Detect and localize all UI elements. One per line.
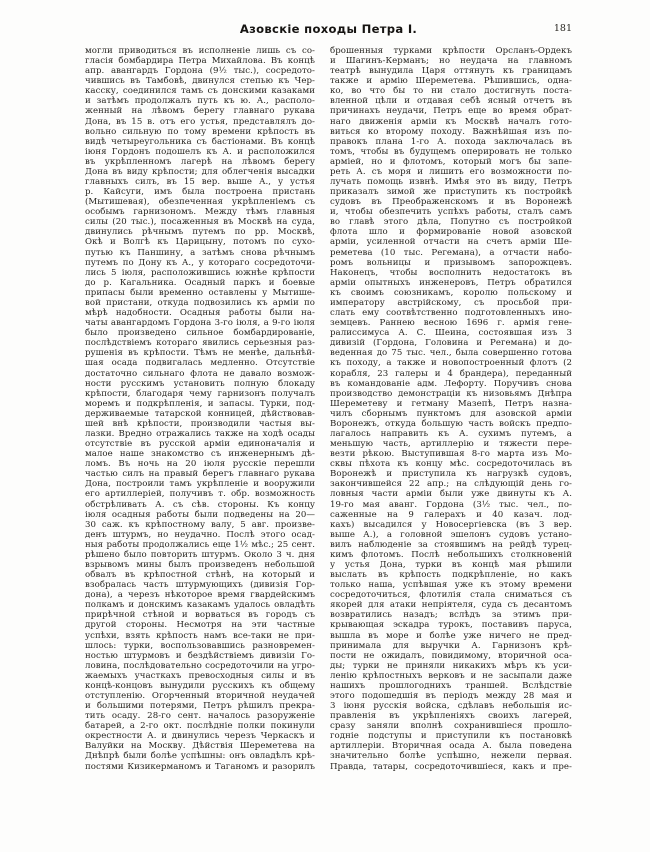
text-line: лазки. Вредно отражались также на ходѣ осады [85,428,315,439]
text-line: держиваемые татарской конницей, дѣйствовав- [85,408,315,419]
text-line: Дона въ виду крѣпости; для облегченія высадки [85,166,315,177]
text-line: успѣхи, взять крѣпость намъ все-таки не при- [85,630,315,641]
text-line: везти рѣкою. Выступившая 8-го марта изъ Мо- [330,449,572,460]
text-line: Воронежъ, откуда большую часть войскъ предпо- [330,418,572,429]
text-line: годніе подступы и приступили къ постановкѣ [330,731,572,742]
text-line: возвратились назадъ; вслѣдъ за этимъ при- [330,610,572,621]
text-line: ко, во что бы то ни стало достигнуть поста- [330,86,572,97]
text-line: саженные на 9 галерахъ и 40 казач. лод- [330,509,572,520]
text-line: Валуйки на Москву. Дѣйствія Шереметева на [85,741,315,752]
text-line: шая осада подвигалась медленно. Отсутствіе [85,358,315,369]
text-line: ностью штурмовъ и бездѣйствіемъ дивизіи Го- [85,650,315,661]
pencil-underline-mark: въ Преображенскомъ [371,197,479,208]
text-line: и большими потерями, Петръ рѣшилъ прекра- [85,701,315,712]
text-line: выслать въ крѣпость подкрѣпленіе, но какъ [330,570,572,581]
text-line: отступленію. Огорченный вторичной неудачей [85,691,315,701]
text-line: припасы были временно оставлены у Мытише- [85,287,315,298]
text-line: обстрѣливать А. съ сѣв. стороны. Къ концу [85,499,315,510]
text-line: ныя работы продолжались еще 1½ мѣс.; 25 сент. [85,539,315,550]
text-line: вольно сильную по тому времени крѣпость въ [85,126,315,137]
text-line: въ укрѣпленномъ лагерѣ на лѣвомъ берегу [85,156,315,167]
text-line: причинахъ неудачи, Петръ еще во время обрат- [330,106,572,117]
text-line: къ походу, а также и новопостроенный флотъ (2 [330,358,572,369]
text-line: достаточно сильнаго флота не давало возмож- [85,368,315,379]
text-line: меньшую часть, артиллерію и тяжести пере- [330,439,572,450]
text-line: правленія въ укрѣпленіяхъ своихъ лагерей, [330,711,572,722]
text-line: ломъ. Въ ночь на 20 іюля русскіе перешли [85,459,315,470]
page-number: 181 [553,23,572,34]
text-line: въ командованіе адм. Лефорту. Поручивъ снова [330,378,572,389]
text-line: отсутствіе въ русской арміи единоначалія и [85,439,315,450]
text-line: Окѣ и Волгѣ къ Царицыну, потомъ по сухо- [85,237,315,248]
text-line: дона), а черезъ нѣкоторое время гвардейскимъ [85,590,315,601]
text-line: ности русскимъ установить полную блокаду [85,378,315,389]
text-line: кимъ флотомъ. Послѣ небольшихъ столкновеній [330,549,572,560]
text-line: лись 5 іюля, расположившись южнѣе крѣпости [85,267,315,278]
text-line: сразу заняли вполнѣ сохранившіеся прошло- [330,721,572,732]
text-line: взобралась часть штурмующихъ (дивизія Гор- [85,580,315,591]
text-line: до р. Кагальника. Осадный паркъ и боевые [85,277,315,288]
text-line: видѣ четыреугольника съ бастіонами. Въ концѣ [85,136,315,147]
text-line: якорей для атаки непріятеля, суда съ десантомъ [330,600,572,611]
text-line: ромъ вольницы и призывомъ запорожцевъ. [330,257,572,268]
text-line: лагалось направить къ А. сухимъ путемъ, а [330,428,572,439]
text-line: брошенныя турками крѣпости Орсланъ-Ордекъ [330,46,572,56]
text-line: другой стороны. Несмотря на эти частные [85,620,315,631]
text-line: путью къ Паншину, а затѣмъ снова рѣчнымъ [85,247,315,258]
text-line: 3 іюня русскія войска, сдѣлавъ небольшія ис- [330,701,572,712]
text-line: производство демонстраціи къ низовьямъ Днѣпра [330,388,572,399]
text-line: окрестности А. и двинулись черезъ Черкаскъ и [85,731,315,742]
text-line: сосредоточиться, флотилія стала сниматься съ [330,590,572,601]
text-line: постями Кизикерманомъ и Таганомъ и разорилъ [85,761,315,772]
text-line: наго движенія арміи къ Москвѣ началъ гото- [330,116,572,127]
text-line: и Шагинъ-Керманъ; но неудача на главномъ [330,56,572,67]
text-line: р. Кайсуги, имъ была построена пристань [85,187,315,198]
text-line: касску, соединился тамъ съ донскими казаками [85,86,315,97]
text-line: арміей, но и флотомъ, который могъ бы запе- [330,156,572,167]
text-line: обвалъ въ крѣпостной стѣнѣ, на который и [85,570,315,581]
text-line: Шереметеву и гетману Мазепѣ, Петръ назна- [330,398,572,409]
text-line: театрѣ вынудила Царя оттянуть къ границамъ [330,66,572,77]
text-line: (Мытишевая), обезпеченная укрѣпленіемъ съ [85,197,315,208]
text-line: взрывомъ мины былъ произведенъ небольшой [85,559,315,570]
text-line: Дона, построили тамъ укрѣпленіе и вооружили [85,479,315,490]
text-line: императору австрійскому, съ просьбой при- [330,297,572,308]
text-line: слать ему соотвѣтственно подготовленныхъ ино- [330,308,572,319]
text-line: этого подошедшія въ періодъ между 28 мая и [330,691,572,701]
text-line: вышла въ море и болѣе уже ничего не пред- [330,630,572,641]
text-line: гласія бомбардира Петра Михайлова. Въ концѣ [85,56,315,67]
text-line: чилъ сборнымъ пунктомъ для азовской арміи [330,408,572,419]
text-line: путемъ по Дону къ А., у котораго сосредоточи- [85,257,315,268]
text-line: тить осаду. 28-го сент. началось разоруженіе [85,711,315,722]
text-line: шей внѣ крѣпости, производили частыя вы- [85,418,315,429]
text-line: флота шло и формированіе новой азовской [330,227,572,238]
text-line: главныхъ силъ, въ 15 вер. выше А., у устья [85,177,315,188]
text-line: веденная до 75 тыс. чел., была совершенно готова [330,348,572,359]
text-line: нашихъ прошлогоднихъ траншей. Вслѣдствіе [330,680,572,691]
text-line: приказалъ зимой же приступить къ постройкѣ [330,187,572,198]
text-line: рушенія въ крѣпости. Тѣмъ не менѣе, дальнѣй- [85,348,315,359]
text-line: прирѣчной стѣной и ворваться въ городъ съ [85,610,315,621]
text-line: іюня Гордонъ подошелъ къ А. и расположился [85,146,315,157]
text-line: денъ штурмъ, но неудачно. Послѣ этого осад- [85,529,315,540]
text-line: силы (20 тыс.), посаженныя въ Москвѣ на суда, [85,217,315,228]
text-line: моремъ и подкрѣпленія, и запасы. Турки, под- [85,398,315,409]
text-line: реметева (10 тыс. Регемана), а отчасти набо- [330,247,572,258]
text-line: дивизій (Гордона, Головина и Регемана) и до- [330,338,572,349]
text-line: арміи опытныхъ инженеровъ, Петръ обратился [330,277,572,288]
text-line: Днѣпрѣ были болѣе успѣшны: онъ овладѣлъ крѣ- [85,751,315,762]
text-line: ловныя части арміи были уже двинуты къ А. [330,489,572,500]
text-line: Дона, въ 15 в. отъ его устья, представлялъ до- [85,116,315,127]
text-line: виться ко второму походу. Важнѣйшая изъ по- [330,126,572,137]
text-line: томъ, чтобы въ будущемъ оперировать не только [330,146,572,157]
text-line: малое наше знакомство съ инженернымъ дѣ- [85,449,315,460]
text-line: апр. авангардъ Гордона (9½ тыс.), сосредото- [85,66,315,77]
text-line: двинулись рѣчнымъ путемъ по рр. Москвѣ, [85,227,315,238]
text-line: крывающая эскадра турокъ, поставивъ паруса, [330,620,572,631]
text-line: могли приводиться въ исполненіе лишь съ со- [85,46,315,56]
running-head [85,22,572,38]
text-line: Наконецъ, чтобы восполнить недостатокъ въ [330,267,572,278]
text-line: пости не ожидалъ, повидимому, вторичной оса- [330,650,572,661]
text-line: корабля, 23 галеры и 4 брандера), переданный [330,368,572,379]
text-line: сквы пѣхота къ концу мѣс. сосредоточилась въ [330,459,572,470]
text-line: вленной цѣли и отдавая себѣ ясный отчетъ въ [330,96,572,107]
text-line: мѣрѣ надобности. Осадныя работы были на- [85,308,315,319]
text-column-left [85,46,315,772]
text-line: крѣпости, благодаря чему гарнизонъ получалъ [85,388,315,399]
text-line: 19-го мая аванг. Гордона (3½ тыс. чел., по- [330,499,572,510]
text-line: концѣ-концовъ вынудили русскихъ къ общему [85,680,315,691]
text-line: земцевъ. Раннею весною 1696 г. армія гене- [330,318,572,329]
text-line: только наша, успѣвшая уже къ этому времени [330,580,572,591]
page-title: Азовскіе походы Петра I. [239,22,418,36]
text-line: также и армію Шереметева. Рѣшившись, одна- [330,76,572,87]
text-line: чившись въ Тамбовѣ, двинулся степью къ Чер- [85,76,315,87]
text-line: во главѣ этого дѣла, Попутно съ постройкой [330,217,572,228]
text-line: вилъ наблюденіе за стоявшимъ на рейдѣ турец- [330,539,572,550]
text-line: Правда, татары, сосредоточившіеся, какъ и пре- [330,761,572,772]
text-line: правокъ плана 1-го А. похода заключалась въ [330,136,572,147]
text-line: ралиссимуса А. С. Шеина, состоявшая изъ 3 [330,328,572,339]
text-line: арміи, усиленной отчасти на счетъ арміи Ше- [330,237,572,248]
text-line: артиллеріи. Вторичная осада А. была поведена [330,741,572,752]
text-line: іюля осадныя работы были подведены на 20— [85,509,315,520]
text-line: ды; турки не приняли никакихъ мѣръ къ уси- [330,660,572,671]
text-line: и затѣмъ продолжалъ путь къ ю. А., располо- [85,96,315,107]
text-line: значительно болѣе успѣшно, нежели первая. [330,751,572,762]
text-line: Воронежѣ и приступила къ нагрузкѣ судовъ, [330,469,572,480]
text-line: полкамъ и донскимъ казакамъ удалось овладѣть [85,600,315,611]
text-line: кахъ) высадился у Новосергіевска (въ 3 вер. [330,519,572,530]
text-line: принимала для выручки А. Гарнизонъ крѣ- [330,640,572,651]
text-line: его артиллеріей, получивъ т. обр. возможность [85,489,315,500]
text-line: жаемыхъ участкахъ превосходныя силы и въ [85,670,315,681]
text-line: частью силъ на правый берегъ главнаго рукава [85,469,315,480]
text-line: рѣшено было повторить штурмъ. Около 3 ч. дня [85,549,315,560]
text-line: шлось: турки, воспользовавшись разновремен- [85,640,315,651]
text-line: женный на лѣвомъ берегу главнаго рукава [85,106,315,117]
text-line: у устья Дона, турки въ концѣ мая рѣшили [330,559,572,570]
text-line: ловина, послѣдовательно сосредоточили на угро- [85,660,315,671]
text-line: выше А.), а головной эшелонъ судовъ устано- [330,529,572,540]
text-line: реть А. съ моря и лишить его возможности по- [330,166,572,177]
text-line: вой пристани, откуда подвозились къ арміи по [85,297,315,308]
text-column-right [330,46,572,772]
text-line: лучать помощь извнѣ. Имѣя это въ виду, Петръ [330,177,572,188]
text-line: и, чтобы обезпечить успѣхъ работы, сталъ самъ [330,207,572,218]
text-line: ленію крѣпостныхъ верковъ и не засыпали даже [330,670,572,681]
text-line: судовъ въ Преображенскомъ и въ Воронежѣ [330,197,572,208]
text-line: 30 саж. къ крѣпостному валу, 5 авг. произве- [85,519,315,530]
text-line: чаты авангардомъ Гордона 3-го іюля, а 9-го іюля [85,318,315,329]
text-line: особымъ гарнизономъ. Между тѣмъ главныя [85,207,315,218]
text-line: послѣдствіемъ котораго явились серьезныя раз- [85,338,315,349]
text-line: къ своимъ союзникамъ, королю польскому и [330,287,572,298]
text-line: закончившейся 22 апр.; на слѣдующій день го- [330,479,572,490]
text-line: батарей, а 2-го окт. послѣдніе полки покинули [85,721,315,732]
text-line: было произведено сильное бомбардированіе, [85,328,315,339]
